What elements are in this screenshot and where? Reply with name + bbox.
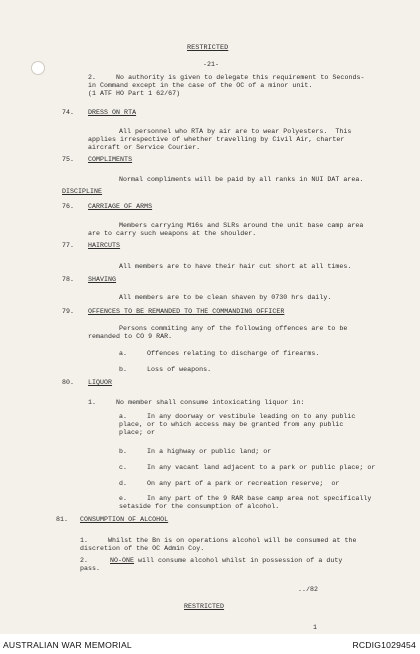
para-76-line-2: are to carry such weapons at the shoulder.: [88, 230, 257, 237]
para-79-number: 79.: [62, 308, 75, 315]
intro-line-3: (1 ATF HO Part 1 62/67): [88, 90, 181, 97]
para-77-number: 77.: [62, 242, 75, 249]
para-81-sub-1-line-2: discretion of the OC Admin Coy.: [80, 545, 205, 552]
para-80-a-line-2: place, or to which access may be granted from any public: [119, 421, 344, 428]
para-81-heading: CONSUMPTION OF ALCOHOL: [80, 516, 169, 523]
continuation-marker: ../82: [298, 586, 319, 593]
para-76-heading: CARRIAGE OF ARMS: [88, 203, 153, 210]
corner-mark: 1: [313, 624, 318, 631]
para-78-number: 78.: [62, 276, 75, 283]
archive-name: AUSTRALIAN WAR MEMORIAL: [3, 640, 132, 650]
para-80-number: 80.: [62, 379, 75, 386]
para-75-line-1: Normal compliments will be paid by all ranks in NUI DAT area.: [119, 176, 364, 183]
para-75-number: 75.: [62, 156, 75, 163]
para-79-line-2: remanded to CO 9 RAR.: [88, 333, 173, 340]
para-80-item-d: d. On any part of a park or recreation reserve; or: [119, 480, 340, 487]
para-75-heading: COMPLIMENTS: [88, 156, 133, 163]
archive-caption-bar: [0, 634, 420, 654]
classification-footer: RESTRICTED: [184, 603, 225, 610]
para-76-line-1: Members carrying M16s and SLRs around the unit base camp area: [119, 222, 364, 229]
para-74-number: 74.: [62, 109, 75, 116]
para-81-number: 81.: [56, 516, 69, 523]
para-81-sub-2-number: 2.: [80, 557, 89, 564]
para-78-line-1: All members are to be clean shaven by 0730 hrs daily.: [119, 294, 332, 301]
para-74-line-3: aircraft or Service Courier.: [88, 144, 201, 151]
archive-id: RCDIG1029454: [352, 640, 416, 650]
para-80-item-c: c. In any vacant land adjacent to a park or public place; or: [119, 464, 376, 471]
intro-line-2: in Command except in the case of the OC of a minor unit.: [88, 82, 313, 89]
para-80-a-line-1: a. In any doorway or vestibule leading on to any public: [119, 413, 356, 420]
para-79-item-b: b. Loss of weapons.: [119, 366, 212, 373]
para-77-heading: HAIRCUTS: [88, 242, 121, 249]
para-80-e-line-2: setaside for the consumption of alcohol.: [119, 503, 280, 510]
classification-header: RESTRICTED: [187, 44, 229, 52]
para-74-heading: DRESS ON RTA: [88, 109, 137, 116]
page-number: -21-: [203, 61, 220, 68]
para-81-sub-2-line-2: pass.: [80, 565, 101, 572]
para-80-heading: LIQUOR: [88, 379, 113, 386]
para-74-line-1: All personnel who RTA by air are to wear Polyesters. This: [119, 128, 352, 135]
para-80-e-line-1: e. In any part of the 9 RAR base camp area not specifically: [119, 495, 372, 502]
punch-hole: [31, 61, 45, 75]
para-80-a-line-3: place; or: [119, 429, 156, 436]
para-77-line-1: All members are to have their hair cut short at all times.: [119, 263, 352, 270]
intro-line-1: 2. No authority is given to delegate this requirement to Seconds-: [88, 74, 365, 81]
para-78-heading: SHAVING: [88, 276, 117, 283]
para-81-sub-2-text: will consume alcohol whilst in possession of a duty: [134, 557, 343, 564]
para-79-line-1: Persons commiting any of the following offences are to be: [119, 325, 348, 332]
para-79-item-a: a. Offences relating to discharge of firearms.: [119, 350, 320, 357]
para-80-sub-1: 1. No member shall consume intoxicating liquor in:: [88, 399, 305, 406]
para-80-item-b: b. In a highway or public land; or: [119, 448, 272, 455]
para-76-number: 76.: [62, 203, 75, 210]
para-74-line-2: applies irrespective of whether travelling by Civil Air, charter: [88, 136, 345, 143]
para-81-sub-1-line-1: 1. Whilst the Bn is on operations alcohol will be consumed at the: [80, 537, 357, 544]
para-79-heading: OFFENCES TO BE REMANDED TO THE COMMANDING OFFICER: [88, 308, 285, 315]
discipline-heading: DISCIPLINE: [62, 188, 103, 195]
para-81-sub-2-emphasis: NO-ONE: [110, 557, 135, 564]
